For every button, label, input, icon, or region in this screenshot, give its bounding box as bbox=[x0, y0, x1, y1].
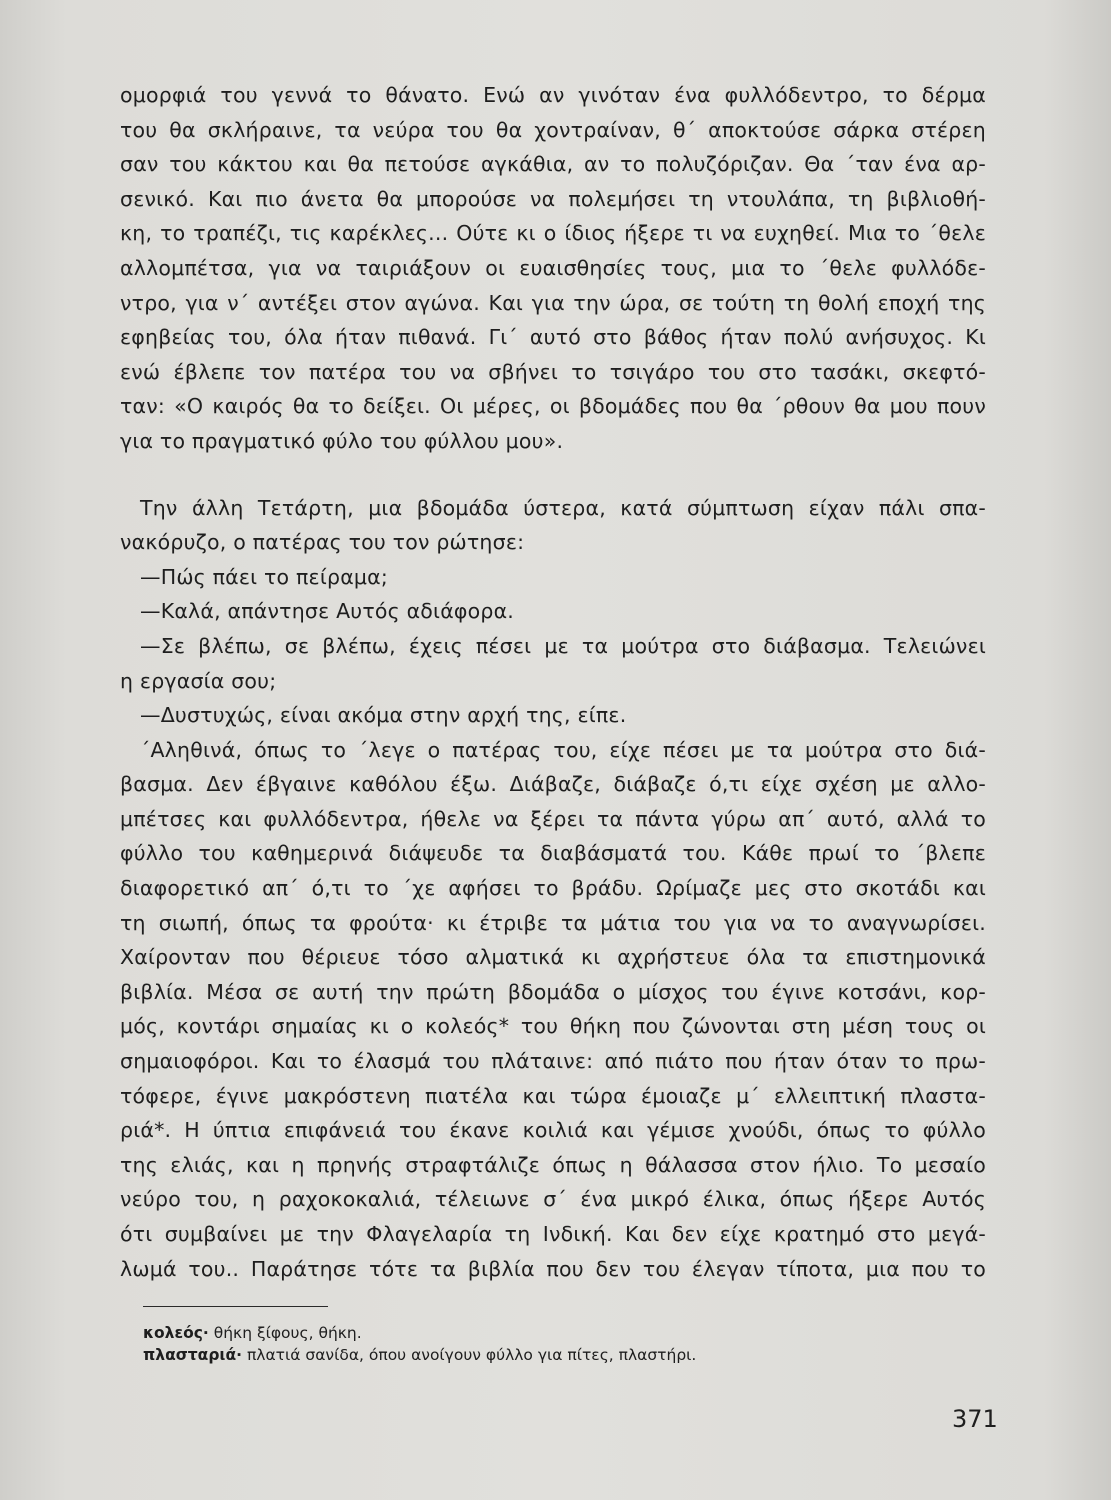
text-line: ριά*. Η ύπτια επιφάνειά του έκανε κοιλιά και γέμισε χνούδι, όπως το φύλλο bbox=[120, 1118, 986, 1143]
text-line: Την άλλη Τετάρτη, μια βδομάδα ύστερα, κατά σύμπτωση είχαν πάλι σπα- bbox=[140, 495, 986, 520]
text-line: ντρο, για ν΄ αντέξει στον αγώνα. Και για την ώρα, σε τούτη τη θολή εποχή της bbox=[120, 290, 986, 315]
text-line: φύλλο του καθημερινά διάψευδε τα διαβάσματά του. Κάθε πρωί το ΄βλεπε bbox=[120, 841, 986, 866]
footnote-term: πλασταριά· bbox=[143, 1346, 243, 1364]
dialogue-line: —Σε βλέπω, σε βλέπω, έχεις πέσει με τα μούτρα στο διάβασμα. Τελειώνει bbox=[140, 633, 986, 658]
text-line: ομορφιά του γεννά το θάνατο. Ενώ αν γινόταν ένα φυλλόδεντρο, το δέρμα bbox=[120, 83, 986, 107]
text-line: Χαίρονταν που θέριευε τόσο αλματικά κι αχρήστευε όλα τα επιστημονικά bbox=[120, 945, 986, 970]
dialogue bbox=[120, 560, 986, 733]
paragraph-3 bbox=[120, 733, 986, 1287]
paragraph-gap bbox=[120, 459, 986, 491]
text-line: νεύρο του, η ραχοκοκαλιά, τέλειωνε σ΄ ένα μικρό έλικα, όπως ήξερε Αυτός bbox=[120, 1187, 986, 1212]
dialogue-line: —Καλά, απάντησε Αυτός αδιάφορα. bbox=[140, 599, 515, 624]
text-line: ότι συμβαίνει με την Φλαγελαρία τη Ινδική. Και δεν είχε κρατημό στο μεγά- bbox=[120, 1222, 986, 1246]
dialogue-line: —Δυστυχώς, είναι ακόμα στην αρχή της, είπε. bbox=[140, 703, 627, 728]
text-line: αλλομπέτσα, για να ταιριάξουν οι ευαισθησίες τους, μια το ΄θελε φυλλόδε- bbox=[120, 255, 986, 280]
text-line: της ελιάς, και η πρηνής στραφτάλιζε όπως η θάλασσα στον ήλιο. Το μεσαίο bbox=[120, 1152, 986, 1177]
text-line: του θα σκλήραινε, τα νεύρα του θα χοντραίναν, θ΄ αποκτούσε σάρκα στέρεη bbox=[120, 117, 986, 142]
text-line: για το πραγματικό φύλο του φύλλου μου». bbox=[120, 428, 564, 453]
paragraph-2 bbox=[120, 491, 986, 560]
footnote-plastaria bbox=[143, 1344, 943, 1366]
text-line: νακόρυζο, ο πατέρας του τον ρώτησε: bbox=[120, 530, 525, 555]
text-line: ταν: «Ο καιρός θα το δείξει. Οι μέρες, οι βδομάδες που θα ΄ρθουν θα μου πουν bbox=[120, 394, 986, 419]
text-line: ΄Αληθινά, όπως το ΄λεγε ο πατέρας του, είχε πέσει με τα μούτρα στο διά- bbox=[140, 737, 986, 762]
text-line: μπέτσες και φυλλόδεντρα, ήθελε να ξέρει τα πάντα γύρω απ΄ αυτό, αλλά το bbox=[120, 806, 986, 831]
text-line: ενώ έβλεπε τον πατέρα του να σβήνει το τσιγάρο του στο τασάκι, σκεφτό- bbox=[120, 359, 986, 384]
footnote-definition: πλατιά σανίδα, όπου ανοίγουν φύλλο για πίτες, πλαστήρι. bbox=[242, 1346, 697, 1364]
text-line: τη σιωπή, όπως τα φρούτα· κι έτριβε τα μάτια του για να το αναγνωρίσει. bbox=[120, 910, 986, 935]
dialogue-line: η εργασία σου; bbox=[120, 668, 277, 693]
text-line: διαφορετικό απ΄ ό,τι το ΄χε αφήσει το βράδυ. Ωρίμαζε μες στο σκοτάδι και bbox=[120, 876, 986, 901]
footnotes bbox=[143, 1322, 943, 1366]
text-line: λωμά του.. Παράτησε τότε τα βιβλία που δεν του έλεγαν τίποτα, μια που το bbox=[120, 1256, 986, 1281]
paragraph-1 bbox=[120, 78, 986, 459]
text-line: βασμα. Δεν έβγαινε καθόλου έξω. Διάβαζε, διάβαζε ό,τι είχε σχέση με αλλο- bbox=[120, 772, 986, 797]
text-line: μός, κοντάρι σημαίας κι ο κολεός* του θήκη που ζώνονται στη μέση τους οι bbox=[120, 1014, 986, 1039]
footnote-divider bbox=[143, 1306, 328, 1307]
text-line: κη, το τραπέζι, τις καρέκλες... Ούτε κι ο ίδιος ήξερε τι να ευχηθεί. Μια το ΄θελε bbox=[120, 221, 986, 246]
text-line: σημαιοφόροι. Και το έλασμά του πλάταινε: από πιάτο που ήταν όταν το πρω- bbox=[120, 1049, 986, 1074]
page-number: 371 bbox=[952, 1405, 998, 1433]
text-line: σαν του κάκτου και θα πετούσε αγκάθια, αν το πολυζόριζαν. Θα ΄ταν ένα αρ- bbox=[120, 152, 986, 177]
text-line: σενικό. Και πιο άνετα θα μπορούσε να πολεμήσει τη ντουλάπα, τη βιβλιοθή- bbox=[120, 186, 986, 211]
text-line: τόφερε, έγινε μακρόστενη πιατέλα και τώρα έμοιαζε μ΄ ελλειπτική πλαστα- bbox=[120, 1083, 986, 1108]
dialogue-line: —Πώς πάει το πείραμα; bbox=[140, 564, 388, 589]
footnote-kouleos bbox=[143, 1322, 943, 1344]
text-line: εφηβείας του, όλα ήταν πιθανά. Γι΄ αυτό στο βάθος ήταν πολύ ανήσυχος. Κι bbox=[120, 325, 986, 350]
body-text bbox=[120, 78, 986, 1286]
footnote-term: κολεός· bbox=[143, 1324, 209, 1342]
text-line: βιβλία. Μέσα σε αυτή την πρώτη βδομάδα ο μίσχος του έγινε κοτσάνι, κορ- bbox=[120, 979, 986, 1004]
footnote-definition: θήκη ξίφους, θήκη. bbox=[208, 1324, 362, 1342]
